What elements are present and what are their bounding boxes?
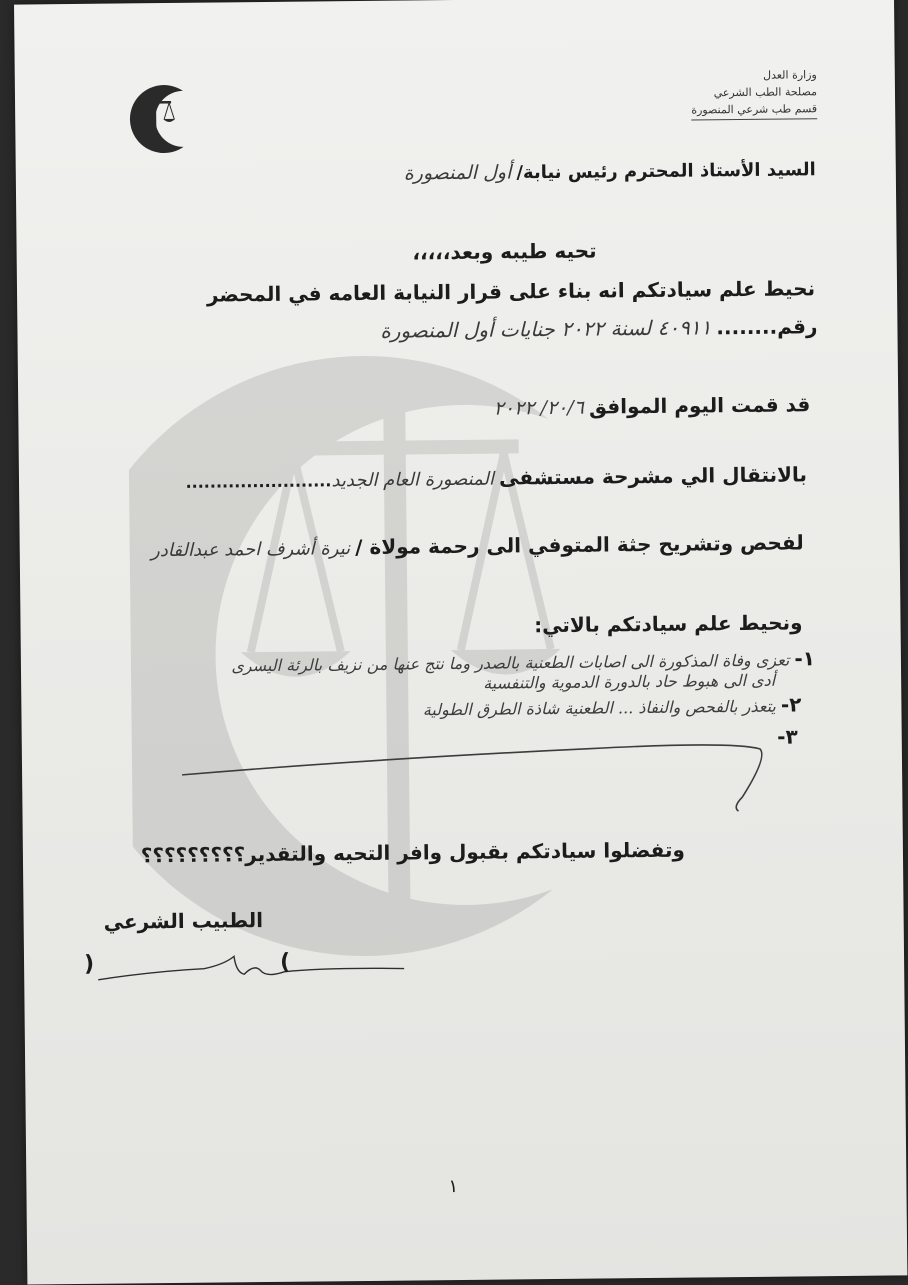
signature-scribble <box>94 948 414 991</box>
case-number-handwritten: ٤٠٩١١ لسنة ٢٠٢٢ جنايات أول المنصورة <box>380 315 712 343</box>
finding-1-continuation: أدى الى هبوط حاد بالدورة الدموية والتنفسية <box>483 670 776 693</box>
addressee-printed: السيد الأستاذ المحترم رئيس نيابة/ <box>516 159 816 184</box>
addressee-handwritten: أول المنصورة <box>403 161 512 185</box>
date-handwritten: ٢٠/٦/ ٢٠٢٢ <box>493 396 585 420</box>
handwritten-strike-line <box>172 727 773 823</box>
header-line-department: مصلحة الطب الشرعي <box>713 85 818 100</box>
page-number: ١ <box>448 1176 459 1198</box>
deceased-label: لفحص وتشريح جثة المتوفي الى رحمة مولاة / <box>355 530 804 560</box>
hospital-line <box>185 462 807 493</box>
hospital-label: بالانتقال الي مشرحة مستشفى <box>498 462 808 490</box>
header-line-ministry: وزارة العدل <box>763 68 817 82</box>
header-line-section: قسم طب شرعي المنصورة <box>691 100 817 120</box>
finding-1-number: ١- <box>794 646 816 671</box>
hospital-dots: ........................ <box>185 471 332 492</box>
scales-crescent-logo-icon <box>105 83 206 156</box>
findings-title: ونحيط علم سيادتكم بالاتي: <box>534 610 803 638</box>
finding-2-text: يتعذر بالفحص والنفاذ ... الطعنية شاذة الطرق الطولية <box>422 696 776 720</box>
case-number-line <box>380 314 817 343</box>
ministry-header <box>691 66 817 120</box>
intro-line: نحيط علم سيادتكم انه بناء على قرار النيابة العامه في المحضر <box>206 276 816 307</box>
date-line <box>494 392 811 419</box>
greeting: تحيه طيبه وبعد،،،،، <box>412 238 597 265</box>
finding-2-number: ٢- <box>780 692 802 717</box>
signature-open-paren: ( <box>83 951 95 977</box>
document-page <box>14 0 907 1285</box>
addressee-line <box>404 158 816 184</box>
closing-line: وتفضلوا سيادتكم بقبول وافر التحيه والتقدير؟؟؟؟؟؟؟؟؟ <box>140 837 686 868</box>
finding-item-2 <box>423 692 802 720</box>
hospital-handwritten: المنصورة العام الجديد <box>331 468 495 492</box>
date-label: قد قمت اليوم الموافق <box>588 392 811 419</box>
finding-3-number: ٣- <box>777 724 798 749</box>
deceased-handwritten: نيرة أشرف احمد عبدالقادر <box>150 538 351 562</box>
signature-title: الطبيب الشرعي <box>103 908 264 934</box>
case-number-label: رقم <box>777 314 818 339</box>
signature-close-paren: ) <box>279 949 291 975</box>
case-number-dots: ........ <box>716 314 778 340</box>
signature-block <box>84 950 314 992</box>
finding-1-text: تعزى وفاة المذكورة الى اصابات الطعنية بالصدر وما نتج عنها من نزيف بالرئة اليسرى <box>231 650 790 676</box>
